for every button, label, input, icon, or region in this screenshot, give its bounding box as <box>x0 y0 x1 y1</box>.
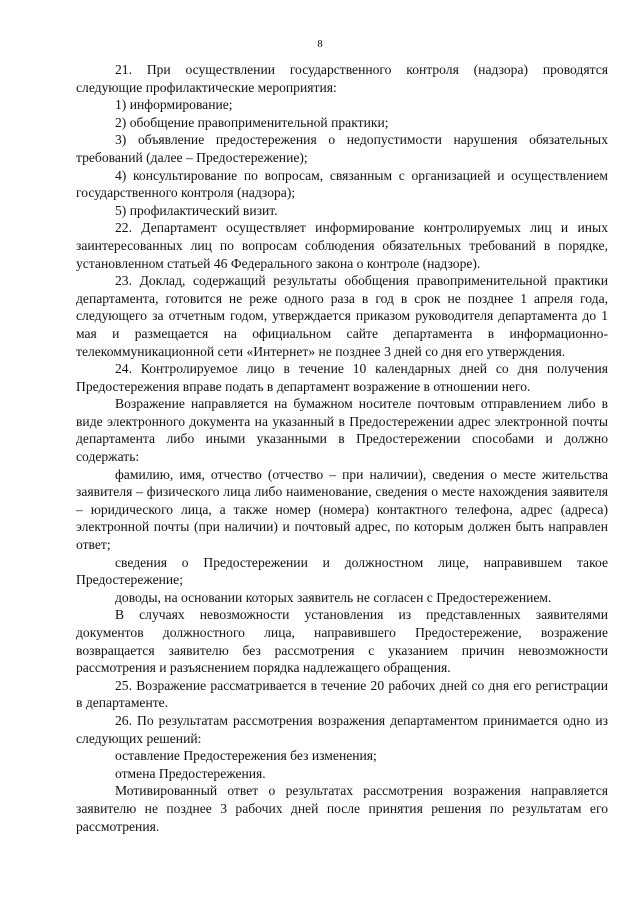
paragraph-objection-delivery: Возражение направляется на бумажном носителе почтовым отправлением либо в виде электронного документа на указанный в Предостережении адрес электронной почты департамента либо иными указанными в Предостережении способами и должно содержать: <box>76 396 608 465</box>
paragraph-21: 21. При осуществлении государственного контроля (надзора) проводятся следующие профилактические мероприятия: <box>76 62 608 95</box>
paragraph-25: 25. Возражение рассматривается в течение 20 рабочих дней со дня его регистрации в департаменте. <box>76 677 608 711</box>
list-item-consulting: 4) консультирование по вопросам, связанным с организацией и осуществлением государственного контроля (надзора); <box>76 167 608 201</box>
paragraph-return-without-review: В случаях невозможности установления из представленных заявителями документов должностного лица, направившего Предостережение, возражение возвращается заявителю без рассмотрения с указанием причин невозможности рассмотрения и разъяснением порядка надлежащего обращения. <box>76 607 608 676</box>
page-number: 8 <box>317 39 323 50</box>
list-item-visit: 5) профилактический визит. <box>115 202 278 218</box>
paragraph-arguments: доводы, на основании которых заявитель не согласен с Предостережением. <box>115 589 552 605</box>
paragraph-applicant-details: фамилию, имя, отчество (отчество – при наличии), сведения о месте жительства заявителя – физического лица либо наименование, сведения о месте нахождения заявителя – юридического лица, а также номер (номера) контактного телефона, адрес (адреса) электронной почты (при наличии) и почтовый адрес, по которым должен быть направлен ответ; <box>76 466 608 553</box>
list-item-warning: 3) объявление предостережения о недопустимости нарушения обязательных требований (далее – Предостережение); <box>76 132 608 165</box>
list-item-generalization: 2) обобщение правоприменительной практики; <box>115 114 389 130</box>
paragraph-26: 26. По результатам рассмотрения возражения департаментом принимается одно из следующих решений: <box>76 712 608 746</box>
decision-cancel: отмена Предостережения. <box>115 765 266 781</box>
document-body <box>76 61 608 835</box>
paragraph-reasoned-response: Мотивированный ответ о результатах рассмотрения возражения направляется заявителю не позднее 3 рабочих дней после принятия решения по результатам его рассмотрения. <box>76 783 608 834</box>
list-item-informing: 1) информирование; <box>115 97 233 113</box>
paragraph-24: 24. Контролируемое лицо в течение 10 календарных дней со дня получения Предостережения вправе подать в департамент возражение в отношении него. <box>76 361 608 394</box>
decision-keep: оставление Предостережения без изменения; <box>115 748 377 764</box>
paragraph-warning-details: сведения о Предостережении и должностном лице, направившем такое Предостережение; <box>76 554 608 588</box>
paragraph-23: 23. Доклад, содержащий результаты обобщения правоприменительной практики департамента, готовится не реже одного раза в год в срок не позднее 1 апреля года, следующего за отчетным годом, утверждается приказом руководителя департамента до 1 мая и размещается на официальном сайте департамента в информационно-телекоммуникационной сети «Интернет» не позднее 3 дней со дня его утверждения. <box>76 273 608 359</box>
paragraph-22: 22. Департамент осуществляет информирование контролируемых лиц и иных заинтересованных лиц по вопросам соблюдения обязательных требований в порядке, установленном статьей 46 Федерального закона о контроле (надзоре). <box>76 220 608 271</box>
